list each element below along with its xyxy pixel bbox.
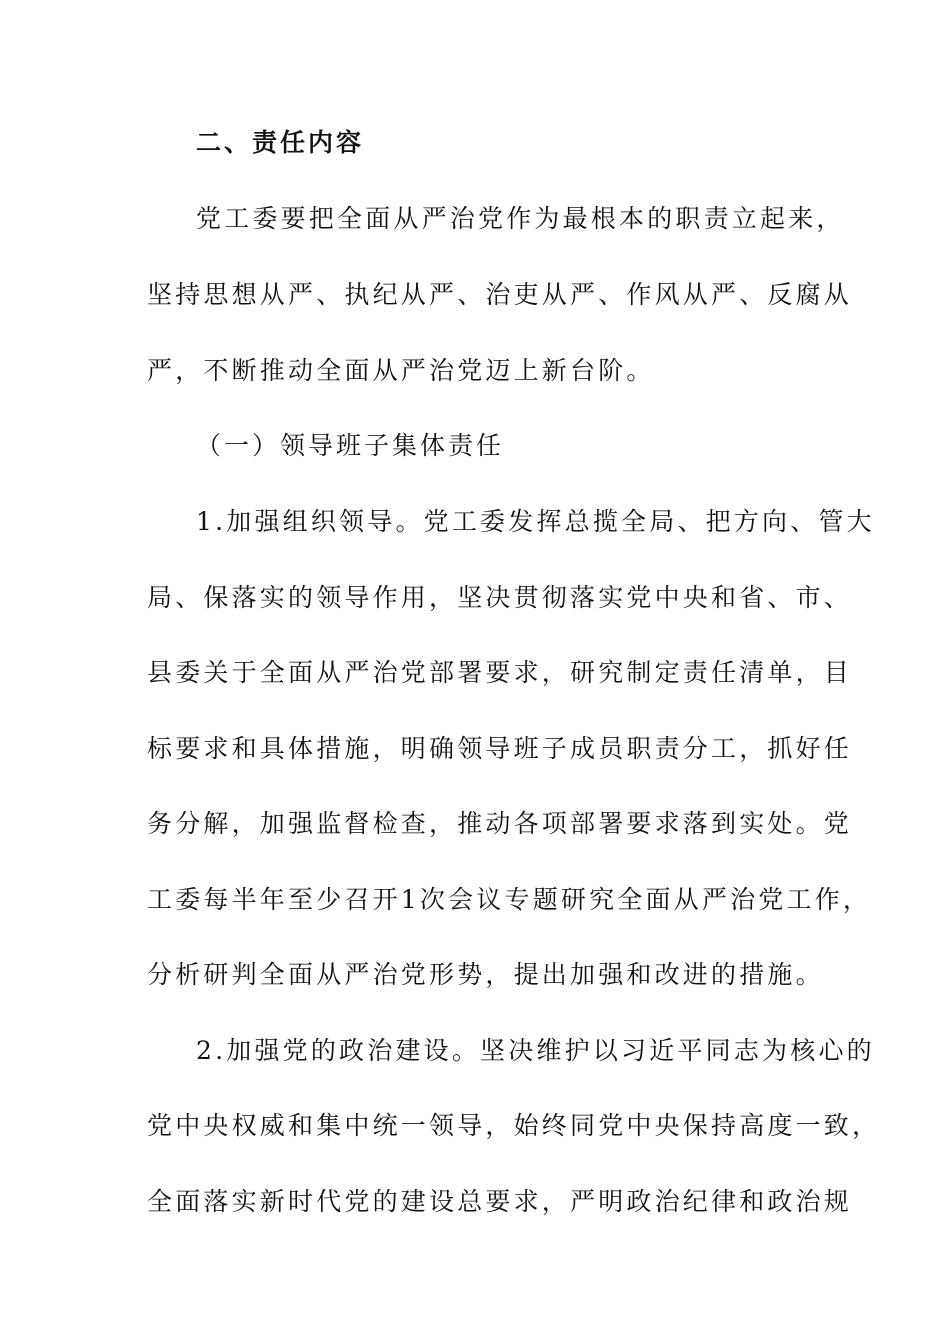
paragraph-line: 务分解，加强监督检查，推动各项部署要求落到实处。党	[147, 809, 853, 838]
paragraph-line: 党工委要把全面从严治党作为最根本的职责立起来，	[196, 204, 845, 233]
paragraph-line: 全面落实新时代党的建设总要求，严明政治纪律和政治规	[147, 1187, 853, 1216]
paragraph-line: 党中央权威和集中统一领导，始终同党中央保持高度一致，	[147, 1111, 881, 1140]
paragraph-line: 分析研判全面从严治党形势，提出加强和改进的措施。	[147, 960, 824, 989]
paragraph-line: 坚持思想从严、执纪从严、治吏从严、作风从严、反腐从	[147, 280, 853, 309]
paragraph-line: 局、保落实的领导作用，坚决贯彻落实党中央和省、市、	[147, 583, 853, 612]
paragraph-line: 1.加强组织领导。党工委发挥总揽全局、把方向、管大	[196, 507, 875, 536]
subsection-heading: （一）领导班子集体责任	[196, 431, 505, 460]
paragraph-line: 严，不断推动全面从严治党迈上新台阶。	[147, 356, 655, 385]
paragraph-line: 县委关于全面从严治党部署要求，研究制定责任清单，目	[147, 658, 853, 687]
paragraph-line: 工委每半年至少召开1次会议专题研究全面从严治党工作，	[147, 885, 872, 914]
section-heading: 二、责任内容	[196, 128, 365, 157]
paragraph-line: 2.加强党的政治建设。坚决维护以习近平同志为核心的	[196, 1036, 875, 1065]
paragraph-line: 标要求和具体措施，明确领导班子成员职责分工，抓好任	[147, 734, 853, 763]
